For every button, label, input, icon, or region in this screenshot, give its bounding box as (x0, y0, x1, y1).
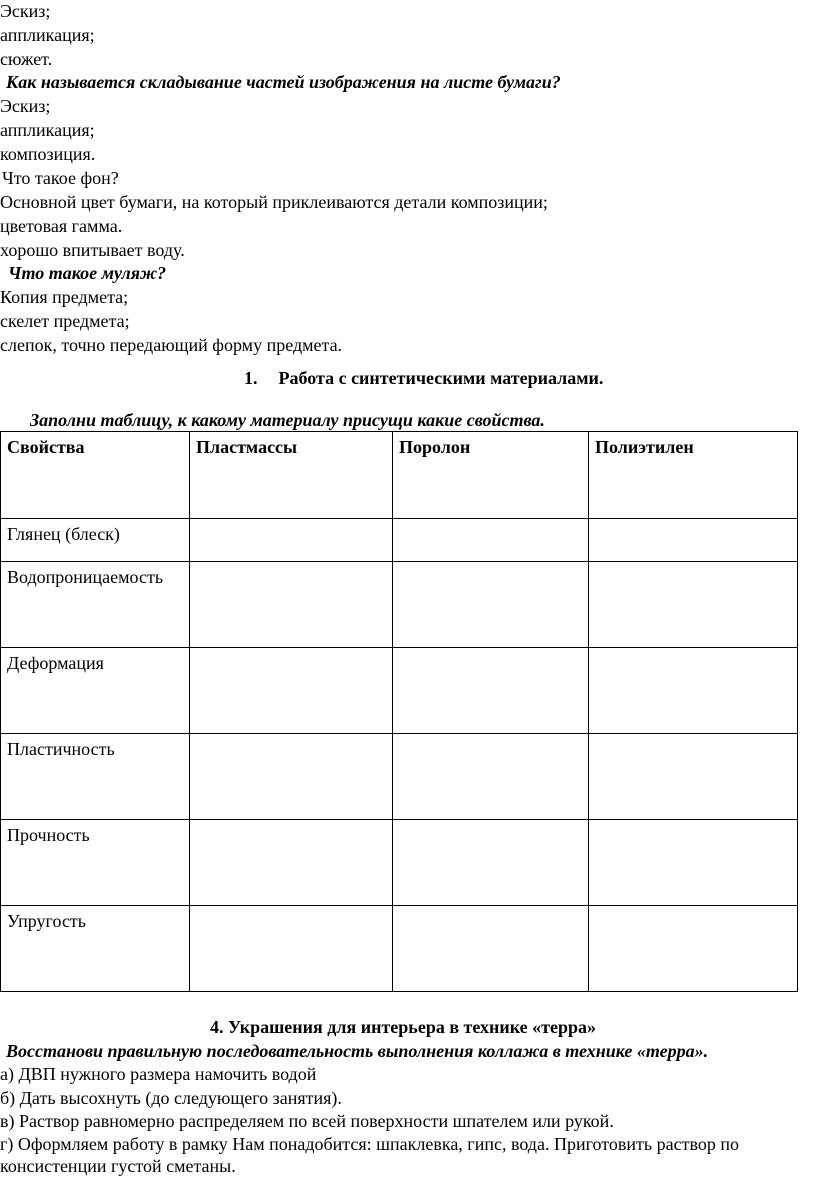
property-cell: Прочность (1, 820, 190, 906)
answer-option: хорошо впитывает воду. (0, 240, 185, 260)
empty-cell[interactable] (589, 734, 798, 820)
empty-cell[interactable] (589, 906, 798, 992)
empty-cell[interactable] (393, 648, 589, 734)
step-item: б) Дать высохнуть (до следующего занятия). (0, 1088, 342, 1108)
empty-cell[interactable] (589, 519, 798, 562)
task-4-instruction: Восстанови правильную последовательность выполнения коллажа в технике «терра». (6, 1041, 709, 1061)
task-1-instruction: Заполни таблицу, к какому материалу присущи какие свойства. (30, 410, 545, 430)
table-row (1, 820, 798, 906)
table-row (1, 734, 798, 820)
property-cell: Глянец (блеск) (1, 519, 190, 562)
property-cell: Пластичность (1, 734, 190, 820)
answer-option: сюжет. (0, 49, 53, 69)
step-item: в) Раствор равномерно распределяем по всей поверхности шпателем или рукой. (0, 1111, 614, 1131)
property-cell: Упругость (1, 906, 190, 992)
step-item: консистенции густой сметаны. (0, 1156, 236, 1176)
empty-cell[interactable] (589, 562, 798, 648)
empty-cell[interactable] (190, 562, 393, 648)
properties-table (0, 431, 798, 992)
table-header-row (1, 432, 798, 519)
empty-cell[interactable] (393, 734, 589, 820)
empty-cell[interactable] (190, 906, 393, 992)
step-item: г) Оформляем работу в рамку Нам понадобится: шпаклевка, гипс, вода. Приготовить раствор по (0, 1134, 739, 1154)
empty-cell[interactable] (190, 820, 393, 906)
table-row (1, 906, 798, 992)
table-row (1, 648, 798, 734)
empty-cell[interactable] (393, 519, 589, 562)
question-2: Как называется складывание частей изображения на листе бумаги? (6, 72, 561, 92)
answer-option: аппликация; (0, 25, 95, 45)
answer-option: Эскиз; (0, 1, 51, 21)
empty-cell[interactable] (190, 519, 393, 562)
answer-option: цветовая гамма. (0, 216, 123, 236)
answer-option: композиция. (0, 144, 96, 164)
empty-cell[interactable] (393, 820, 589, 906)
table-row (1, 519, 798, 562)
property-cell: Деформация (1, 648, 190, 734)
property-cell: Водопроницаемость (1, 562, 190, 648)
section-1-title: Работа с синтетическими материалами. (278, 368, 604, 388)
table-row (1, 562, 798, 648)
empty-cell[interactable] (393, 906, 589, 992)
section-4-heading: 4. Украшения для интерьера в технике «терра» (210, 1017, 597, 1037)
section-1-number: 1. (244, 368, 258, 388)
answer-option: скелет предмета; (0, 311, 130, 331)
answer-option: аппликация; (0, 120, 95, 140)
answer-option: Эскиз; (0, 96, 51, 116)
question-3: Что такое фон? (2, 168, 119, 188)
answer-option: слепок, точно передающий форму предмета. (0, 335, 343, 355)
header-cell: Поролон (393, 432, 589, 519)
empty-cell[interactable] (190, 734, 393, 820)
answer-option: Копия предмета; (0, 287, 129, 307)
header-cell: Пластмассы (190, 432, 393, 519)
question-4: Что такое муляж? (8, 263, 167, 283)
step-item: а) ДВП нужного размера намочить водой (0, 1064, 317, 1084)
empty-cell[interactable] (589, 648, 798, 734)
answer-option: Основной цвет бумаги, на который приклеиваются детали композиции; (0, 192, 548, 212)
section-1-heading (244, 367, 603, 389)
empty-cell[interactable] (589, 820, 798, 906)
empty-cell[interactable] (190, 648, 393, 734)
header-cell: Полиэтилен (589, 432, 798, 519)
header-cell: Свойства (1, 432, 190, 519)
empty-cell[interactable] (393, 562, 589, 648)
